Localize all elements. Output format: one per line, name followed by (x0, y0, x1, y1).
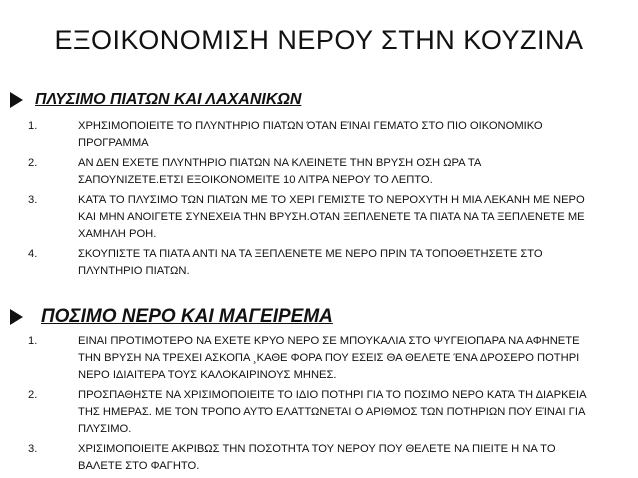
arrow-bullet-icon (10, 309, 23, 325)
item-number: 2. (28, 389, 38, 401)
item-number: 1. (28, 335, 38, 347)
list-item (28, 192, 588, 243)
section-heading-drinking-water (10, 306, 333, 328)
list-item (28, 387, 598, 438)
item-number: 1. (28, 120, 38, 132)
dishwashing-list (28, 118, 588, 283)
item-text: ΚΑΤΆ ΤΟ ΠΛΥΣΙΜΟ ΤΩΝ ΠΙΑΤΩΝ ΜΕ ΤΟ ΧΕΡΙ ΓΕΜΙΣΤΕ ΤΟ ΝΕΡΟΧΥΤΗ Η ΜΙΑ ΛΕΚΑΝΗ ΜΕ ΝΕΡΟ ΚΑΙ ΜΗΝ ΑΝΟΙΓΕΤΕ ΣΥΝΕΧΕΙΑ ΤΗΝ ΒΡΥΣΗ.ΟΤΑΝ ΞΕΠΛΕΝΕΤΕ ΤΑ ΠΙΑΤΑ ΝΑ ΤΑ ΞΕΠΛΕΝΕΤΕ ΜΕ ΧΑΜΗΛΗ ΡΟΗ. (78, 194, 585, 240)
item-text: ΣΚΟΥΠΙΣΤΕ ΤΑ ΠΙΑΤΑ ΑΝΤΙ ΝΑ ΤΑ ΞΕΠΛΕΝΕΤΕ ΜΕ ΝΕΡΟ ΠΡΙΝ ΤΑ ΤΟΠΟΘΕΤΗΣΕΤΕ ΣΤΟ ΠΛΥΝΤΗΡΙΟ ΠΙΑΤΩΝ. (78, 248, 543, 277)
arrow-bullet-icon (10, 92, 23, 108)
drinking-water-list (28, 333, 598, 478)
slide-title: ΕΞΟΙΚΟΝΟΜΙΣΗ ΝΕΡΟΥ ΣΤΗΝ ΚΟΥΖΙΝΑ (54, 25, 584, 55)
item-number: 4. (28, 248, 38, 260)
item-text: ΧΡΗΣΙΜΟΠΟΙΕΙΤΕ ΤΟ ΠΛΥΝΤΗΡΙΟ ΠΙΑΤΩΝ ΌΤΑΝ ΕΊΝΑΙ ΓΕΜΑΤΟ ΣΤΟ ΠΙΟ ΟΙΚΟΝΟΜΙΚΟ ΠΡΟΓΡΑΜΜΑ (78, 120, 543, 149)
item-text: ΠΡΟΣΠΑΘΗΣΤΕ ΝΑ ΧΡΙΣΙΜΟΠΟΙΕΙΤΕ ΤΟ ΙΔΙΟ ΠΟΤΗΡΙ ΓΙΑ ΤΟ ΠΟΣΙΜΟ ΝΕΡΟ ΚΑΤΆ ΤΗ ΔΙΑΡΚΕΙΑ ΤΗΣ ΗΜΕΡΑΣ. ΜΕ ΤΟΝ ΤΡΟΠΟ ΑΥΤΌ ΕΛΑΤΤΩΝΕΤΑΙ Ο ΑΡΙΘΜΟΣ ΤΩΝ ΠΟΤΗΡΙΩΝ ΠΟΥ ΕΊΝΑΙ ΓΙΑ ΠΛΥΣΙΜΟ. (78, 389, 586, 435)
section-heading-text: ΠΛΥΣΙΜΟ ΠΙΑΤΩΝ ΚΑΙ ΛΑΧΑΝΙΚΩΝ (35, 91, 302, 108)
item-number: 3. (28, 443, 38, 455)
item-text: ΕΙΝΑΙ ΠΡΟΤΙΜΟΤΕΡΟ ΝΑ ΕΧΕΤΕ ΚΡΥΟ ΝΕΡΟ ΣΕ ΜΠΟΥΚΑΛΙΑ ΣΤΟ ΨΥΓΕΙΟΠΑΡΑ ΝΑ ΑΦΗΝΕΤΕ ΤΗΝ ΒΡΥΣΗ ΝΑ ΤΡΕΧΕΙ ΑΣΚΟΠΑ ¸ΚΑΘΕ ΦΟΡΑ ΠΟΥ ΕΣΕΙΣ ΘΑ ΘΕΛΕΤΕ ΈΝΑ ΔΡΟΣΕΡΟ ΠΟΤΗΡΙ ΝΕΡΟ ΙΔΙΑΙΤΕΡΑ ΤΟΥΣ ΚΑΛΟΚΑΙΡΙΝΟΥΣ ΜΗΝΕΣ. (78, 335, 580, 381)
item-number: 2. (28, 157, 38, 169)
item-text: ΑΝ ΔΕΝ ΕΧΕΤΕ ΠΛΥΝΤΗΡΙΟ ΠΙΑΤΩΝ ΝΑ ΚΛΕΙΝΕΤΕ ΤΗΝ ΒΡΥΣΗ ΟΣΗ ΩΡΑ ΤΑ ΣΑΠΟΥΝΙΖΕΤΕ.ΕΤΣΙ ΕΞΟΙΚΟΝΟΜΕΙΤΕ 10 ΛΙΤΡΑ ΝΕΡΟΥ ΤΟ ΛΕΠΤΟ. (78, 157, 481, 186)
item-number: 3. (28, 194, 38, 206)
item-text: ΧΡΙΣΙΜΟΠΟΙΕΙΤΕ ΑΚΡΙΒΩΣ ΤΗΝ ΠΟΣΟΤΗΤΑ ΤΟΥ ΝΕΡΟΥ ΠΟΥ ΘΕΛΕΤΕ ΝΑ ΠΙΕΙΤΕ Η ΝΑ ΤΟ ΒΑΛΕΤΕ ΣΤΟ ΦΑΓΗΤΟ. (78, 443, 556, 472)
list-item (28, 441, 598, 475)
list-item (28, 246, 588, 280)
section-heading-dishwashing (10, 91, 301, 109)
section-heading-text: ΠΟΣΙΜΟ ΝΕΡΟ ΚΑΙ ΜΑΓΕΙΡΕΜΑ (41, 306, 333, 327)
list-item (28, 333, 598, 384)
list-item (28, 118, 588, 152)
list-item (28, 155, 588, 189)
